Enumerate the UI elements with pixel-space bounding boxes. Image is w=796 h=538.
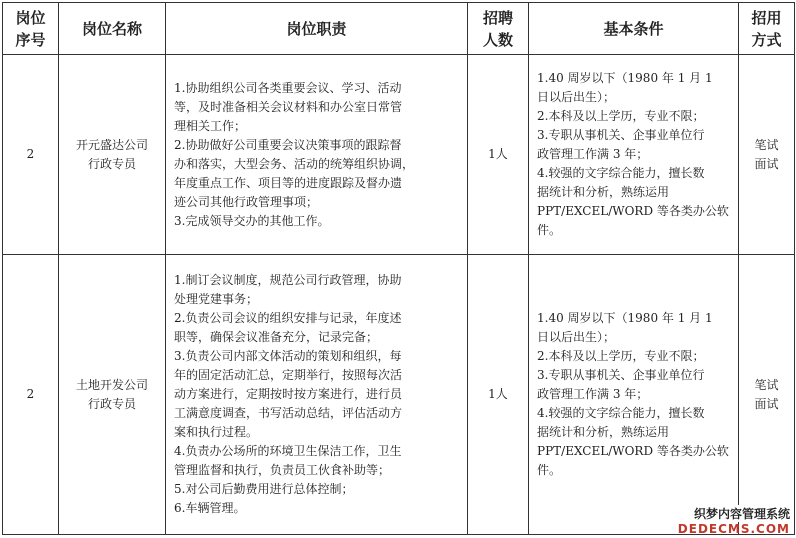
header-duties: 岗位职责 <box>166 3 468 55</box>
table-row <box>3 55 795 255</box>
row-requirements: 1.40 周岁以下（1980 年 1 月 1 日以后出生）； 2.本科及以上学历，专业不限； 3.专职从事机关、企事业单位行 政管理工作满 3 年； 4.较强的文字综合能力，擅长数 据统计和分析，熟练运用 PPT/EXCEL/WORD 等各类办公软 件。 <box>529 55 739 255</box>
row-seq: 2 <box>3 55 59 255</box>
row-method: 笔试 面试 <box>739 55 795 255</box>
row-requirements: 1.40 周岁以下（1980 年 1 月 1 日以后出生）； 2.本科及以上学历，专业不限； 3.专职从事机关、企事业单位行 政管理工作满 3 年； 4.较强的文字综合能力，擅长数 据统计和分析，熟练运用 PPT/EXCEL/WORD 等各类办公软 件。 <box>529 255 739 535</box>
row-method: 笔试 面试 <box>739 255 795 535</box>
row-duties: 1.制订会议制度，规范公司行政管理，协助 处理党建事务； 2.负责公司会议的组织安排与记录，年度述 职等，确保会议准备充分，记录完备； 3.负责公司内部文体活动的策划和组织，每 年的固定活动汇总，定期举行，按照每次活 动方案进行，定期按时按方案进行，进行员 工满意度调查，书写活动总结，评估活动方 案和执行过程。 4.负责办公场所的环境卫生保洁工作，卫生 管理监督和执行，负责员工伙食补助等； 5.对公司后勤费用进行总体控制； 6.车辆管理。 <box>166 255 468 535</box>
watermark-domain: DEDECMS.COM <box>677 522 790 536</box>
row-seq: 2 <box>3 255 59 535</box>
row-job-name: 土地开发公司 行政专员 <box>59 255 166 535</box>
row-duties: 1.协助组织公司各类重要会议、学习、活动 等，及时准备相关会议材料和办公室日常管 理相关工作； 2.协助做好公司重要会议决策事项的跟踪督 办和落实，大型会务、活动的统筹组织协调， 年度重点工作、项目等的进度跟踪及督办遗 迹公司其他行政管理事项； 3.完成领导交办的其他工作。 <box>166 55 468 255</box>
watermark-text: 织梦内容管理系统 <box>678 505 790 522</box>
watermark <box>678 505 790 536</box>
row-job-name: 开元盛达公司 行政专员 <box>59 55 166 255</box>
row-count: 1人 <box>468 255 529 535</box>
header-count: 招聘 人数 <box>468 3 529 55</box>
header-seq: 岗位 序号 <box>3 3 59 55</box>
job-table <box>2 2 795 535</box>
header-row <box>3 3 795 55</box>
header-requirements: 基本条件 <box>529 3 739 55</box>
row-count: 1人 <box>468 55 529 255</box>
header-name: 岗位名称 <box>59 3 166 55</box>
table-row <box>3 255 795 535</box>
header-method: 招用 方式 <box>739 3 795 55</box>
